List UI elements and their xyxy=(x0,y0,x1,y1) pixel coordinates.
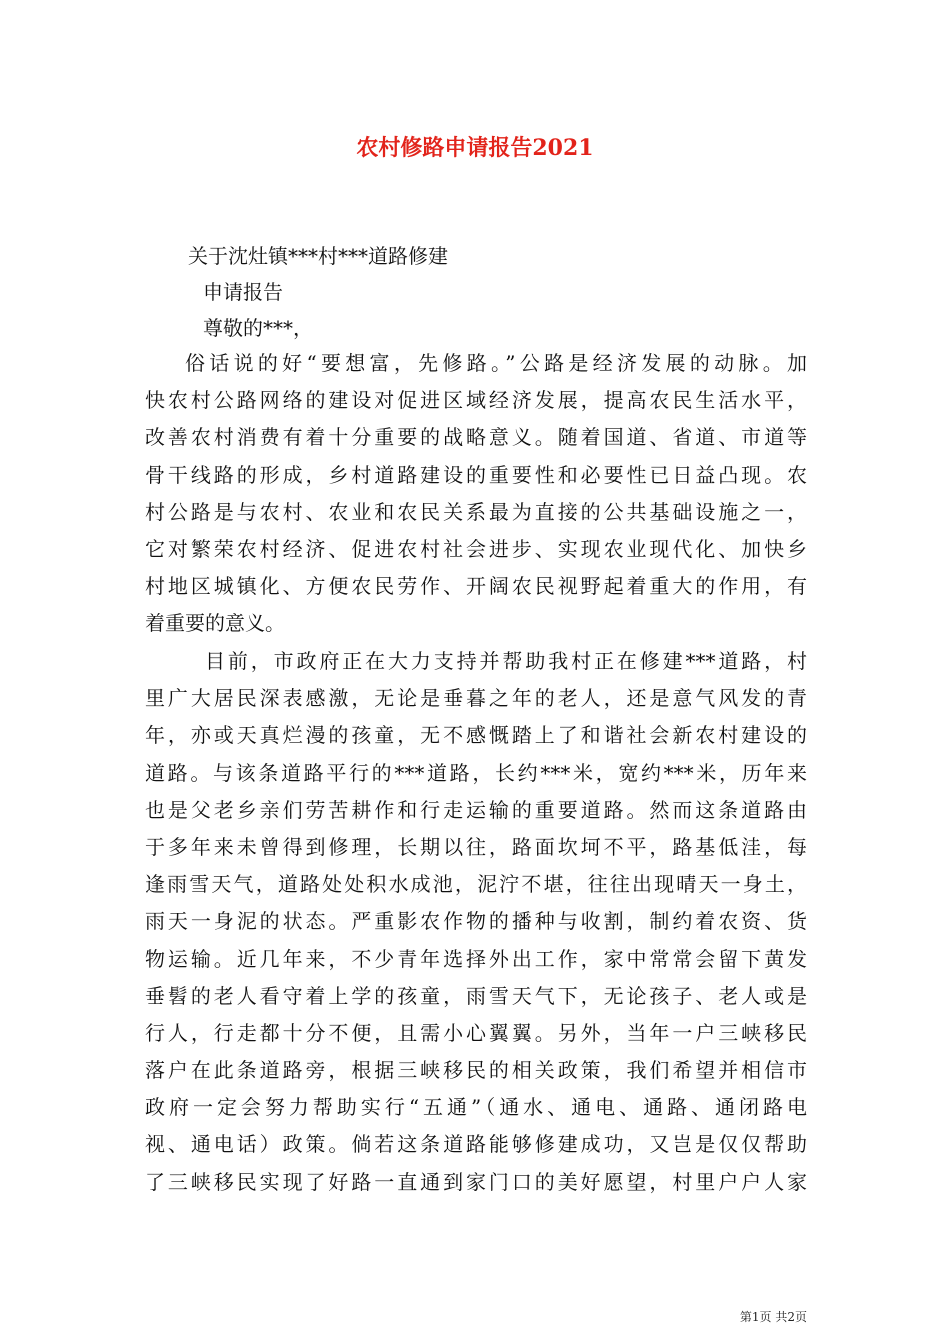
paragraph-line: 它对繁荣农村经济、促进农村社会进步、实现农业现代化、加快乡 xyxy=(145,536,807,561)
paragraph-line: 村地区城镇化、方便农民劳作、开阔农民视野起着重大的作用，有 xyxy=(145,574,807,599)
paragraph-line: 目前，市政府正在大力支持并帮助我村正在修建***道路，村 xyxy=(205,649,807,673)
paragraph-line: 雨天一身泥的状态。严重影农作物的播种与收割，制约着农资、货 xyxy=(145,909,807,934)
paragraph-line: 了三峡移民实现了好路一直通到家门口的美好愿望，村里户户人家 xyxy=(145,1169,807,1194)
paragraph-line: 道路。与该条道路平行的***道路，长约***米，宽约***米，历年来 xyxy=(145,760,807,785)
paragraph-line: 里广大居民深表感激，无论是垂暮之年的老人，还是意气风发的青 xyxy=(145,686,807,711)
paragraph-line: 着重要的意义。 xyxy=(145,611,285,636)
paragraph-line: 视、通电话）政策。倘若这条道路能够修建成功，又岂是仅仅帮助 xyxy=(145,1132,807,1157)
document-title: 农村修路申请报告2021 xyxy=(356,135,594,161)
paragraph-line: 物运输。近几年来，不少青年选择外出工作，家中常常会留下黄发 xyxy=(145,946,807,971)
paragraph-line: 行人，行走都十分不便，且需小心翼翼。另外，当年一户三峡移民 xyxy=(145,1020,807,1045)
paragraph-line: 落户在此条道路旁，根据三峡移民的相关政策，我们希望并相信市 xyxy=(145,1058,807,1083)
paragraph-2 xyxy=(145,643,807,1201)
subject-line-2: 申请报告 xyxy=(203,280,283,304)
paragraph-line: 垂髫的老人看守着上学的孩童，雨雪天气下，无论孩子、老人或是 xyxy=(145,983,807,1008)
salutation: 尊敬的***， xyxy=(203,316,313,340)
paragraph-line: 也是父老乡亲们劳苦耕作和行走运输的重要道路。然而这条道路由 xyxy=(145,797,807,822)
paragraph-line: 快农村公路网络的建设对促进区域经济发展，提高农民生活水平， xyxy=(145,388,807,413)
page-number: 第1页 共2页 xyxy=(739,1310,807,1324)
paragraph-line: 于多年来未曾得到修理，长期以往，路面坎坷不平，路基低洼，每 xyxy=(145,834,807,859)
subject-line: 关于沈灶镇***村***道路修建 xyxy=(188,244,448,268)
paragraph-line: 村公路是与农村、农业和农民关系最为直接的公共基础设施之一， xyxy=(145,499,807,524)
paragraph-line: 骨干线路的形成，乡村道路建设的重要性和必要性已日益凸现。农 xyxy=(145,462,807,487)
paragraph-line: 年，亦或天真烂漫的孩童，无不感慨踏上了和谐社会新农村建设的 xyxy=(145,723,807,748)
paragraph-line: 政府一定会努力帮助实行“五通”（通水、通电、通路、通闭路电 xyxy=(145,1095,807,1120)
paragraph-1 xyxy=(145,345,807,643)
paragraph-line: 俗话说的好“要想富，先修路。”公路是经济发展的动脉。加 xyxy=(185,351,807,375)
paragraph-line: 改善农村消费有着十分重要的战略意义。随着国道、省道、市道等 xyxy=(145,425,807,450)
paragraph-line: 逢雨雪天气，道路处处积水成池，泥泞不堪，往往出现晴天一身土， xyxy=(145,872,807,897)
